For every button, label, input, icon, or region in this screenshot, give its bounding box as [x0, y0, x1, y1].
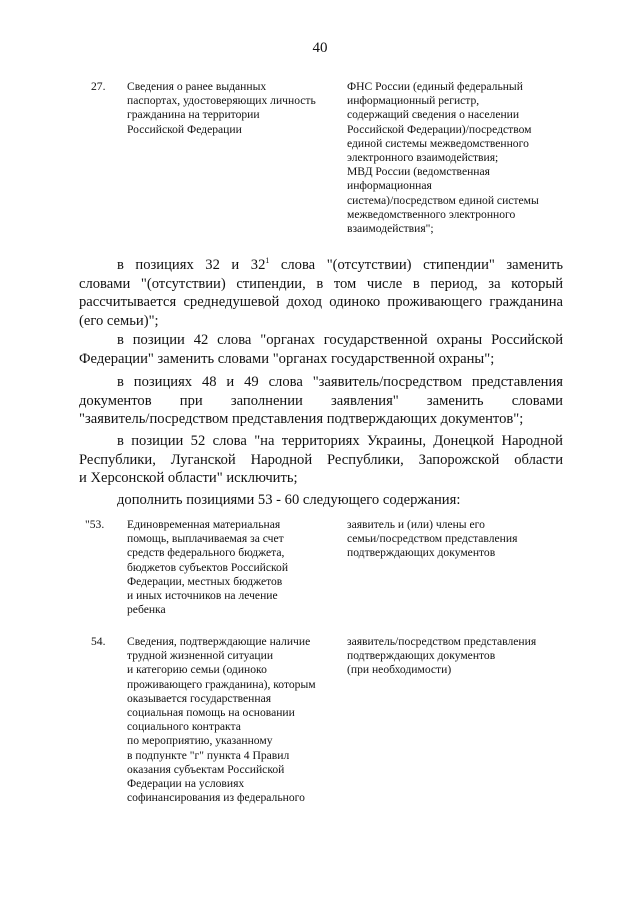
- text-line: заявитель/посредством представления: [347, 635, 537, 648]
- row-54-source: [347, 635, 579, 678]
- amendment-paragraph-add: [79, 491, 563, 510]
- text-line: социальная помощь на основании: [127, 706, 295, 720]
- amendment-paragraph-48-49: [79, 373, 563, 429]
- row-27-number: 27.: [91, 80, 106, 93]
- row-27-info-type: [127, 80, 339, 137]
- page-number: 40: [312, 40, 328, 56]
- text-line: электронного взаимодействия;: [347, 151, 499, 165]
- text-line: информационная: [347, 179, 432, 193]
- text-line: заявитель и (или) члены его: [347, 518, 485, 531]
- text-line: Сведения о ранее выданных: [127, 80, 267, 93]
- text-line: взаимодействия";: [347, 222, 434, 236]
- superscript: 1: [265, 256, 270, 266]
- text-line: в позициях 48 и 49 слова "заявитель/посредством представления: [117, 374, 563, 390]
- text-line: проживающего гражданина), которым: [127, 677, 316, 691]
- row-53-info-type: [127, 518, 339, 617]
- text-line: (его семьи)";: [79, 312, 159, 329]
- text-line: семьи/посредством представления: [347, 532, 518, 546]
- row-27-source: [347, 80, 579, 236]
- row-53-number: "53.: [85, 518, 105, 531]
- text-line: [79, 256, 563, 275]
- text-line: в позиции 42 слова "органах государственной охраны Российской: [117, 332, 563, 348]
- text-line: межведомственного электронного: [347, 207, 516, 221]
- text-line: Российской Федерации: [127, 122, 242, 136]
- text-line: документов при заполнении заявления" заменить словами: [79, 392, 563, 409]
- text-line: помощь, выплачиваемая за счет: [127, 532, 284, 546]
- text-line: и категорию семьи (одиноко: [127, 663, 267, 677]
- text-line: Республики, Луганской Народной Республики, Запорожской области: [79, 451, 563, 468]
- text-line: Федерации" заменить словами "органах государственной охраны";: [79, 350, 495, 367]
- text-line: "заявитель/посредством представления подтверждающих документов";: [79, 411, 524, 428]
- row-54-number: 54.: [91, 635, 106, 648]
- text-line: и Херсонской области" исключить;: [79, 470, 298, 487]
- text-line: Федерации на условиях: [127, 777, 245, 791]
- text-line: Единовременная материальная: [127, 518, 281, 531]
- amendment-paragraph-42: [79, 331, 563, 368]
- text-line: софинансирования из федерального: [127, 791, 305, 805]
- text-line: трудной жизненной ситуации: [127, 649, 274, 663]
- text-line: Российской Федерации)/посредством: [347, 122, 532, 136]
- text-line: МВД России (ведомственная: [347, 165, 490, 179]
- text-line: Федерации, местных бюджетов: [127, 574, 283, 588]
- text-line: дополнить позициями 53 - 60 следующего содержания:: [117, 492, 461, 508]
- text-fragment: в позициях 32 и 32: [117, 257, 266, 273]
- text-line: рассчитывается среднедушевой доход одиноко проживающего гражданина: [79, 294, 563, 311]
- text-line: содержащий сведения о населении: [347, 108, 520, 122]
- text-line: в позиции 52 слова "на территориях Украины, Донецкой Народной: [117, 433, 563, 449]
- text-line: ФНС России (единый федеральный: [347, 80, 523, 93]
- text-line: социального контракта: [127, 720, 241, 734]
- text-line: по мероприятию, указанному: [127, 734, 273, 748]
- text-line: паспортах, удостоверяющих личность: [127, 94, 316, 108]
- text-line: подтверждающих документов: [347, 649, 496, 663]
- row-54-info-type: [127, 635, 339, 805]
- text-line: оказывается государственная: [127, 691, 272, 705]
- text-fragment: слова "(отсутствии) стипендии" заменить: [269, 257, 563, 273]
- text-line: бюджетов субъектов Российской: [127, 560, 289, 574]
- row-53-source: [347, 518, 579, 561]
- text-line: в подпункте "г" пункта 4 Правил: [127, 748, 290, 762]
- text-line: словами "(отсутствии) стипендии, в том числе в период, за который: [79, 275, 563, 292]
- text-line: единой системы межведомственного: [347, 136, 529, 150]
- text-line: оказания субъектам Российской: [127, 762, 285, 776]
- text-line: ребенка: [127, 603, 166, 617]
- text-line: система)/посредством единой системы: [347, 193, 539, 207]
- amendment-paragraph-32: [79, 256, 563, 330]
- text-line: подтверждающих документов: [347, 546, 496, 560]
- text-line: и иных источников на лечение: [127, 589, 278, 603]
- text-line: гражданина на территории: [127, 108, 260, 122]
- amendment-paragraph-52: [79, 432, 563, 488]
- text-line: информационный регистр,: [347, 94, 480, 108]
- text-line: Сведения, подтверждающие наличие: [127, 635, 311, 648]
- text-line: средств федерального бюджета,: [127, 546, 285, 560]
- text-line: (при необходимости): [347, 663, 452, 677]
